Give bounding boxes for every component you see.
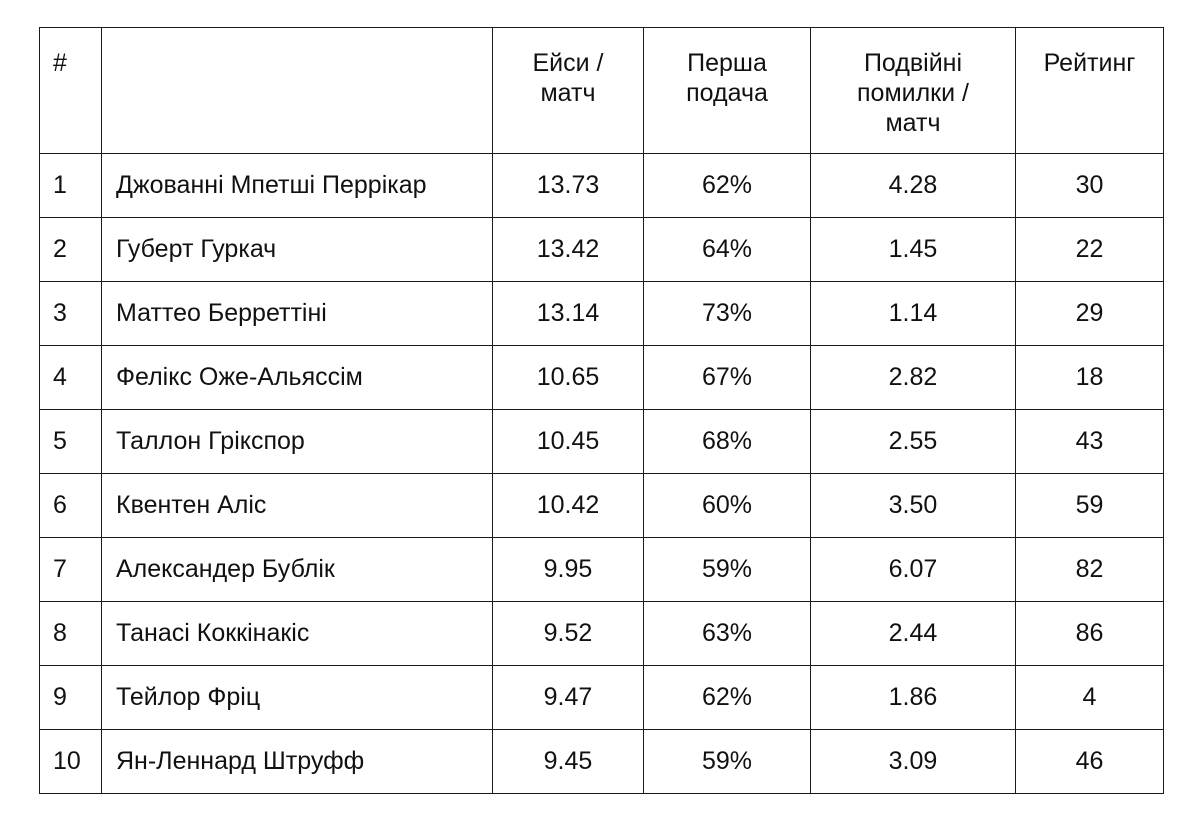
table-body — [40, 154, 1164, 794]
player-name-cell: Губерт Гуркач — [102, 218, 493, 282]
ranking-cell: 22 — [1016, 218, 1164, 282]
header-rank: # — [40, 28, 102, 154]
player-name-cell: Тейлор Фріц — [102, 666, 493, 730]
table-row — [40, 410, 1164, 474]
rank-cell: 9 — [40, 666, 102, 730]
aces-per-match-cell: 10.45 — [493, 410, 644, 474]
table-row — [40, 154, 1164, 218]
first-serve-cell: 64% — [644, 218, 811, 282]
double-faults-cell: 2.55 — [811, 410, 1016, 474]
rank-cell: 5 — [40, 410, 102, 474]
aces-per-match-cell: 10.42 — [493, 474, 644, 538]
rank-cell: 6 — [40, 474, 102, 538]
player-name-cell: Александер Бублік — [102, 538, 493, 602]
rank-cell: 1 — [40, 154, 102, 218]
ranking-cell: 18 — [1016, 346, 1164, 410]
ranking-cell: 30 — [1016, 154, 1164, 218]
players-serve-stats-table — [39, 27, 1164, 794]
header-row — [40, 28, 1164, 154]
table-row — [40, 602, 1164, 666]
double-faults-cell: 4.28 — [811, 154, 1016, 218]
header-first-serve: Перша подача — [644, 28, 811, 154]
player-name-cell: Таллон Грікспор — [102, 410, 493, 474]
aces-per-match-cell: 9.52 — [493, 602, 644, 666]
aces-per-match-cell: 9.95 — [493, 538, 644, 602]
rank-cell: 8 — [40, 602, 102, 666]
first-serve-cell: 67% — [644, 346, 811, 410]
rank-cell: 3 — [40, 282, 102, 346]
table-row — [40, 218, 1164, 282]
table-row — [40, 538, 1164, 602]
player-name-cell: Маттео Берреттіні — [102, 282, 493, 346]
table-row — [40, 282, 1164, 346]
player-name-cell: Танасі Коккінакіс — [102, 602, 493, 666]
header-name — [102, 28, 493, 154]
player-name-cell: Ян-Леннард Штруфф — [102, 730, 493, 794]
player-name-cell: Квентен Аліс — [102, 474, 493, 538]
first-serve-cell: 60% — [644, 474, 811, 538]
ranking-cell: 4 — [1016, 666, 1164, 730]
aces-per-match-cell: 10.65 — [493, 346, 644, 410]
player-name-cell: Джованні Мпетші Перрікар — [102, 154, 493, 218]
table-row — [40, 730, 1164, 794]
double-faults-cell: 6.07 — [811, 538, 1016, 602]
double-faults-cell: 3.50 — [811, 474, 1016, 538]
first-serve-cell: 59% — [644, 730, 811, 794]
header-ranking: Рейтинг — [1016, 28, 1164, 154]
header-aces-per-match: Ейси / матч — [493, 28, 644, 154]
first-serve-cell: 68% — [644, 410, 811, 474]
ranking-cell: 86 — [1016, 602, 1164, 666]
table-row — [40, 474, 1164, 538]
first-serve-cell: 73% — [644, 282, 811, 346]
first-serve-cell: 59% — [644, 538, 811, 602]
ranking-cell: 29 — [1016, 282, 1164, 346]
double-faults-cell: 1.45 — [811, 218, 1016, 282]
ranking-cell: 59 — [1016, 474, 1164, 538]
ranking-cell: 82 — [1016, 538, 1164, 602]
aces-per-match-cell: 9.47 — [493, 666, 644, 730]
double-faults-cell: 3.09 — [811, 730, 1016, 794]
table-row — [40, 666, 1164, 730]
aces-per-match-cell: 13.73 — [493, 154, 644, 218]
double-faults-cell: 2.44 — [811, 602, 1016, 666]
rank-cell: 10 — [40, 730, 102, 794]
player-name-cell: Фелікс Оже-Альяссім — [102, 346, 493, 410]
rank-cell: 7 — [40, 538, 102, 602]
double-faults-cell: 1.14 — [811, 282, 1016, 346]
aces-per-match-cell: 13.42 — [493, 218, 644, 282]
table-header — [40, 28, 1164, 154]
first-serve-cell: 63% — [644, 602, 811, 666]
ranking-cell: 43 — [1016, 410, 1164, 474]
rank-cell: 4 — [40, 346, 102, 410]
double-faults-cell: 2.82 — [811, 346, 1016, 410]
double-faults-cell: 1.86 — [811, 666, 1016, 730]
header-double-faults-per-match: Подвійні помилки / матч — [811, 28, 1016, 154]
table-row — [40, 346, 1164, 410]
rank-cell: 2 — [40, 218, 102, 282]
first-serve-cell: 62% — [644, 154, 811, 218]
aces-per-match-cell: 13.14 — [493, 282, 644, 346]
first-serve-cell: 62% — [644, 666, 811, 730]
aces-per-match-cell: 9.45 — [493, 730, 644, 794]
ranking-cell: 46 — [1016, 730, 1164, 794]
